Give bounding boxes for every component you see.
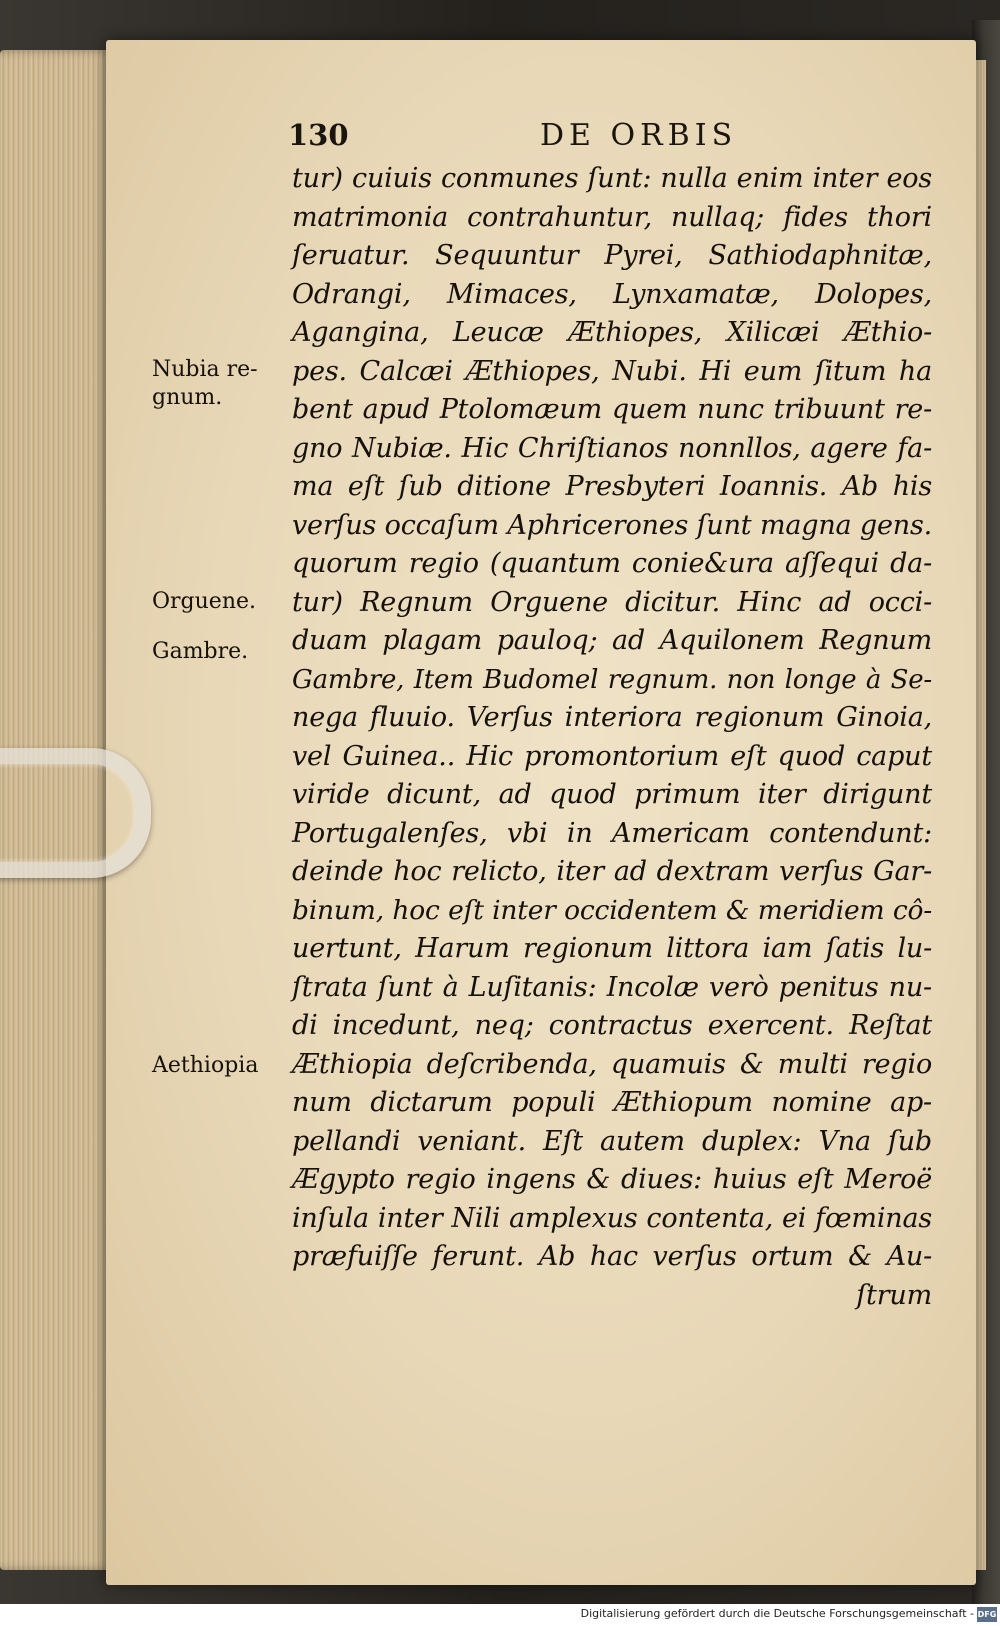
text-line: nega fluuio. Verſus interiora regionum Ginoia, — [292, 702, 932, 733]
funding-credit: Digitalisierung gefördert durch die Deutsche Forschungsgemeinschaft - — [580, 1607, 974, 1620]
catchword: ſtrum — [856, 1279, 932, 1311]
text-line: præfuiſſe ferunt. Ab hac verſus ortum & Au- — [292, 1241, 932, 1272]
text-line: Ægypto regio ingens & diues: huius eſt Meroë — [292, 1164, 932, 1195]
footer-bar — [0, 1604, 1000, 1626]
text-line: deinde hoc relicto, iter ad dextram verſus Gar- — [292, 856, 932, 887]
text-line: ma eſt ſub ditione Presbyteri Ioannis. Ab his — [292, 471, 932, 502]
text-line: ſeruatur. Sequuntur Pyrei, Sathiodaphnitæ, — [292, 240, 932, 271]
margin-note-orguene: Orguene. — [152, 589, 257, 614]
text-line: Æthiopia deſcribenda, quamuis & multi regio — [292, 1048, 932, 1080]
text-line: binum, hoc eſt inter occidentem & meridiem cô- — [292, 894, 932, 926]
text-line: duam plagam pauloq; ad Aquilonem Regnum — [292, 625, 932, 656]
running-head — [0, 118, 1000, 158]
running-title: DE ORBIS — [540, 118, 738, 153]
text-line: pes. Calcæi Æthiopes, Nubi. Hi eum ſitum ha — [292, 355, 932, 387]
text-line: pellandi veniant. Eſt autem duplex: Vna ſub — [292, 1125, 932, 1157]
text-line: Odrangi, Mimaces, Lynxamatæ, Dolopes, — [292, 278, 932, 310]
dfg-logo-icon: DFG — [977, 1607, 997, 1622]
text-line: Agangina, Leucæ Æthiopes, Xilicæi Æthio- — [292, 317, 932, 348]
text-line: gno Nubiæ. Hic Chriſtianos nonnllos, agere fa- — [292, 432, 932, 464]
paper-clip-icon — [0, 748, 151, 878]
text-line: verſus occaſum Aphricerones ſunt magna gens. — [292, 509, 932, 541]
text-line: quorum regio (quantum conie&ura aſſequi da- — [292, 548, 932, 579]
text-line: vel Guinea.. Hic promontorium eſt quod caput — [292, 740, 932, 772]
body-text — [292, 160, 932, 1315]
text-line: ſtrata ſunt à Luſitanis: Incolæ verò penitus nu- — [292, 971, 932, 1003]
text-line: num dictarum populi Æthiopum nomine ap- — [292, 1087, 932, 1118]
text-line: tur) Regnum Orguene dicitur. Hinc ad occi- — [292, 586, 932, 618]
text-line: bent apud Ptolomæum quem nunc tribuunt re- — [292, 394, 932, 425]
text-line: viride dicunt, ad quod primum iter dirigunt — [292, 779, 932, 810]
text-line: inſula inter Nili amplexus contenta, ei fœminas — [292, 1202, 932, 1234]
book-cover-edge — [972, 20, 1000, 1610]
text-line: matrimonia contrahuntur, nullaq; fides thori — [292, 201, 932, 233]
margin-note-nubia: Nubia re- gnum. — [152, 357, 258, 410]
text-line: uertunt, Harum regionum littora iam ſatis lu- — [292, 933, 932, 964]
margin-note-gambre: Gambre. — [152, 639, 249, 664]
page-number: 130 — [288, 118, 349, 152]
text-line: Gambre, Item Budomel regnum. non longe à Se- — [292, 664, 932, 695]
margin-note-aethiopia: Aethiopia — [152, 1053, 259, 1078]
text-line: Portugalenſes, vbi in Americam contendunt: — [292, 817, 932, 849]
text-line: di incedunt, neq; contractus exercent. Reſtat — [292, 1010, 932, 1041]
text-line: tur) cuiuis conmunes ſunt: nulla enim inter eos — [292, 163, 932, 194]
